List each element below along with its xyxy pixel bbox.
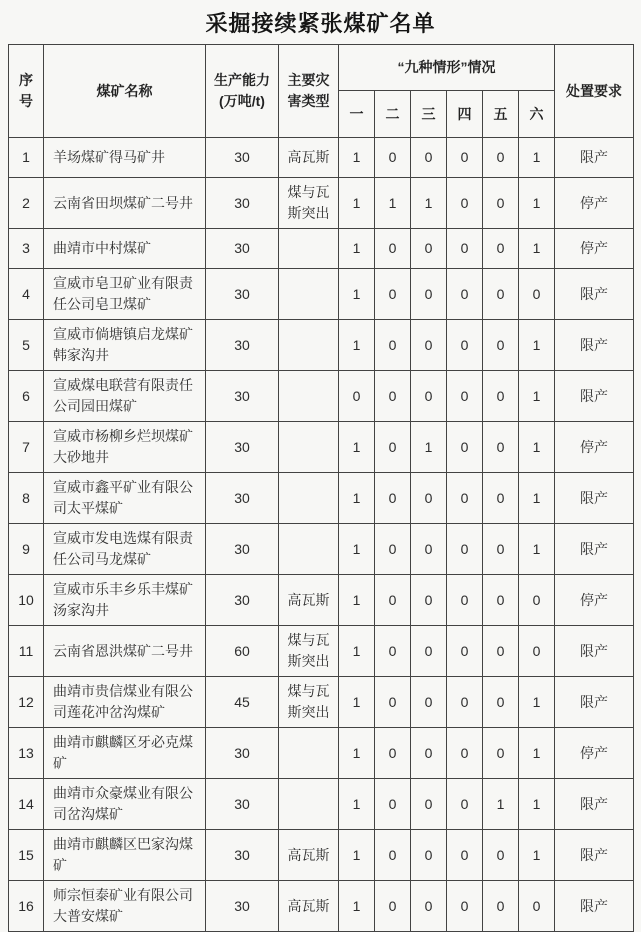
situation-value-cell: 0 bbox=[411, 881, 447, 932]
mine-name-cell: 宣威市鑫平矿业有限公司太平煤矿 bbox=[44, 473, 206, 524]
disposal-cell: 限产 bbox=[555, 138, 634, 178]
disaster-type-cell bbox=[279, 728, 339, 779]
situation-value-cell: 0 bbox=[483, 830, 519, 881]
disposal-cell: 停产 bbox=[555, 422, 634, 473]
situation-value-cell: 0 bbox=[375, 229, 411, 269]
disposal-cell: 停产 bbox=[555, 575, 634, 626]
header-situation-6: 六 bbox=[519, 91, 555, 138]
row-number-cell: 16 bbox=[9, 881, 44, 932]
header-mine-name: 煤矿名称 bbox=[44, 45, 206, 138]
table-row bbox=[9, 178, 634, 229]
situation-value-cell: 0 bbox=[483, 524, 519, 575]
disposal-cell: 停产 bbox=[555, 178, 634, 229]
table-row bbox=[9, 626, 634, 677]
disaster-type-cell bbox=[279, 229, 339, 269]
situation-value-cell: 0 bbox=[411, 677, 447, 728]
mine-name-cell: 宣威市杨柳乡烂坝煤矿大砂地井 bbox=[44, 422, 206, 473]
header-index: 序号 bbox=[9, 45, 44, 138]
situation-value-cell: 0 bbox=[519, 626, 555, 677]
situation-value-cell: 0 bbox=[483, 269, 519, 320]
disaster-type-cell bbox=[279, 779, 339, 830]
disposal-cell: 限产 bbox=[555, 779, 634, 830]
table-row bbox=[9, 473, 634, 524]
situation-value-cell: 1 bbox=[339, 575, 375, 626]
situation-value-cell: 1 bbox=[339, 138, 375, 178]
disaster-type-cell: 高瓦斯 bbox=[279, 138, 339, 178]
row-number-cell: 13 bbox=[9, 728, 44, 779]
mine-name-cell: 曲靖市麒麟区巴家沟煤矿 bbox=[44, 830, 206, 881]
table-body bbox=[9, 138, 634, 932]
situation-value-cell: 0 bbox=[375, 779, 411, 830]
situation-value-cell: 0 bbox=[375, 422, 411, 473]
table-row bbox=[9, 371, 634, 422]
row-number-cell: 9 bbox=[9, 524, 44, 575]
situation-value-cell: 1 bbox=[339, 178, 375, 229]
capacity-cell: 30 bbox=[206, 138, 279, 178]
mine-name-cell: 师宗恒泰矿业有限公司大普安煤矿 bbox=[44, 881, 206, 932]
situation-value-cell: 1 bbox=[519, 524, 555, 575]
disaster-type-cell bbox=[279, 422, 339, 473]
situation-value-cell: 1 bbox=[519, 473, 555, 524]
header-situation-2: 二 bbox=[375, 91, 411, 138]
capacity-cell: 30 bbox=[206, 320, 279, 371]
table-row bbox=[9, 779, 634, 830]
situation-value-cell: 0 bbox=[375, 626, 411, 677]
mine-name-cell: 宣威市发电选煤有限责任公司马龙煤矿 bbox=[44, 524, 206, 575]
situation-value-cell: 0 bbox=[411, 779, 447, 830]
situation-value-cell: 1 bbox=[339, 422, 375, 473]
situation-value-cell: 0 bbox=[411, 626, 447, 677]
disaster-type-cell: 煤与瓦斯突出 bbox=[279, 178, 339, 229]
situation-value-cell: 0 bbox=[411, 575, 447, 626]
capacity-cell: 30 bbox=[206, 575, 279, 626]
header-situation-4: 四 bbox=[447, 91, 483, 138]
situation-value-cell: 0 bbox=[519, 575, 555, 626]
situation-value-cell: 0 bbox=[519, 269, 555, 320]
coal-mine-table bbox=[8, 44, 634, 932]
situation-value-cell: 0 bbox=[411, 371, 447, 422]
mine-name-cell: 曲靖市麒麟区牙必克煤矿 bbox=[44, 728, 206, 779]
situation-value-cell: 0 bbox=[483, 575, 519, 626]
situation-value-cell: 0 bbox=[375, 830, 411, 881]
situation-value-cell: 0 bbox=[483, 626, 519, 677]
disposal-cell: 限产 bbox=[555, 371, 634, 422]
capacity-cell: 30 bbox=[206, 473, 279, 524]
row-number-cell: 12 bbox=[9, 677, 44, 728]
situation-value-cell: 0 bbox=[411, 320, 447, 371]
situation-value-cell: 0 bbox=[411, 473, 447, 524]
situation-value-cell: 0 bbox=[483, 422, 519, 473]
situation-value-cell: 0 bbox=[483, 320, 519, 371]
table-row bbox=[9, 229, 634, 269]
disposal-cell: 限产 bbox=[555, 473, 634, 524]
situation-value-cell: 1 bbox=[519, 138, 555, 178]
situation-value-cell: 0 bbox=[375, 881, 411, 932]
header-capacity: 生产能力(万吨/t) bbox=[206, 45, 279, 138]
header-situation-3: 三 bbox=[411, 91, 447, 138]
situation-value-cell: 1 bbox=[519, 371, 555, 422]
situation-value-cell: 0 bbox=[483, 371, 519, 422]
capacity-cell: 30 bbox=[206, 371, 279, 422]
disposal-cell: 限产 bbox=[555, 677, 634, 728]
row-number-cell: 5 bbox=[9, 320, 44, 371]
situation-value-cell: 1 bbox=[339, 320, 375, 371]
situation-value-cell: 0 bbox=[483, 881, 519, 932]
situation-value-cell: 0 bbox=[339, 371, 375, 422]
mine-name-cell: 宣威市乐丰乡乐丰煤矿汤家沟井 bbox=[44, 575, 206, 626]
situation-value-cell: 0 bbox=[447, 881, 483, 932]
table-row bbox=[9, 320, 634, 371]
situation-value-cell: 0 bbox=[411, 524, 447, 575]
capacity-cell: 60 bbox=[206, 626, 279, 677]
table-row bbox=[9, 677, 634, 728]
mine-name-cell: 云南省恩洪煤矿二号井 bbox=[44, 626, 206, 677]
situation-value-cell: 0 bbox=[447, 779, 483, 830]
situation-value-cell: 0 bbox=[447, 320, 483, 371]
table-row bbox=[9, 524, 634, 575]
situation-value-cell: 0 bbox=[483, 728, 519, 779]
row-number-cell: 10 bbox=[9, 575, 44, 626]
situation-value-cell: 1 bbox=[339, 229, 375, 269]
table-row bbox=[9, 830, 634, 881]
mine-name-cell: 曲靖市众豪煤业有限公司岔沟煤矿 bbox=[44, 779, 206, 830]
situation-value-cell: 1 bbox=[339, 524, 375, 575]
situation-value-cell: 1 bbox=[519, 830, 555, 881]
header-nine-situations: “九种情形”情况 bbox=[339, 45, 555, 91]
disaster-type-cell bbox=[279, 320, 339, 371]
capacity-cell: 30 bbox=[206, 779, 279, 830]
header-situation-5: 五 bbox=[483, 91, 519, 138]
header-disposal: 处置要求 bbox=[555, 45, 634, 138]
situation-value-cell: 0 bbox=[447, 677, 483, 728]
table-header bbox=[9, 45, 634, 138]
mine-name-cell: 曲靖市贵信煤业有限公司莲花冲岔沟煤矿 bbox=[44, 677, 206, 728]
disaster-type-cell bbox=[279, 473, 339, 524]
disaster-type-cell bbox=[279, 269, 339, 320]
page-title: 采掘接续紧张煤矿名单 bbox=[205, 11, 436, 36]
situation-value-cell: 0 bbox=[375, 473, 411, 524]
mine-name-cell: 宣威市皂卫矿业有限责任公司皂卫煤矿 bbox=[44, 269, 206, 320]
situation-value-cell: 0 bbox=[375, 524, 411, 575]
disaster-type-cell: 高瓦斯 bbox=[279, 881, 339, 932]
row-number-cell: 11 bbox=[9, 626, 44, 677]
situation-value-cell: 1 bbox=[339, 269, 375, 320]
capacity-cell: 30 bbox=[206, 422, 279, 473]
situation-value-cell: 0 bbox=[411, 229, 447, 269]
situation-value-cell: 0 bbox=[447, 524, 483, 575]
situation-value-cell: 0 bbox=[447, 728, 483, 779]
disposal-cell: 限产 bbox=[555, 830, 634, 881]
situation-value-cell: 0 bbox=[483, 138, 519, 178]
situation-value-cell: 0 bbox=[447, 178, 483, 229]
situation-value-cell: 1 bbox=[339, 881, 375, 932]
situation-value-cell: 0 bbox=[375, 371, 411, 422]
capacity-cell: 30 bbox=[206, 178, 279, 229]
situation-value-cell: 0 bbox=[375, 728, 411, 779]
disaster-type-cell bbox=[279, 371, 339, 422]
situation-value-cell: 0 bbox=[483, 473, 519, 524]
situation-value-cell: 0 bbox=[411, 138, 447, 178]
capacity-cell: 30 bbox=[206, 830, 279, 881]
disaster-type-cell: 高瓦斯 bbox=[279, 575, 339, 626]
situation-value-cell: 1 bbox=[519, 229, 555, 269]
situation-value-cell: 0 bbox=[375, 269, 411, 320]
disposal-cell: 限产 bbox=[555, 524, 634, 575]
situation-value-cell: 1 bbox=[339, 830, 375, 881]
mine-name-cell: 羊场煤矿得马矿井 bbox=[44, 138, 206, 178]
situation-value-cell: 1 bbox=[411, 178, 447, 229]
capacity-cell: 30 bbox=[206, 728, 279, 779]
table-row bbox=[9, 728, 634, 779]
situation-value-cell: 0 bbox=[375, 575, 411, 626]
situation-value-cell: 1 bbox=[339, 473, 375, 524]
disaster-type-cell: 煤与瓦斯突出 bbox=[279, 626, 339, 677]
row-number-cell: 15 bbox=[9, 830, 44, 881]
table-row bbox=[9, 575, 634, 626]
situation-value-cell: 0 bbox=[411, 728, 447, 779]
row-number-cell: 14 bbox=[9, 779, 44, 830]
mine-name-cell: 云南省田坝煤矿二号井 bbox=[44, 178, 206, 229]
situation-value-cell: 0 bbox=[447, 830, 483, 881]
capacity-cell: 30 bbox=[206, 269, 279, 320]
situation-value-cell: 1 bbox=[519, 728, 555, 779]
mine-name-cell: 宣威市倘塘镇启龙煤矿韩家沟井 bbox=[44, 320, 206, 371]
situation-value-cell: 0 bbox=[411, 830, 447, 881]
situation-value-cell: 0 bbox=[447, 473, 483, 524]
disposal-cell: 限产 bbox=[555, 269, 634, 320]
row-number-cell: 3 bbox=[9, 229, 44, 269]
situation-value-cell: 1 bbox=[375, 178, 411, 229]
situation-value-cell: 1 bbox=[411, 422, 447, 473]
row-number-cell: 4 bbox=[9, 269, 44, 320]
capacity-cell: 45 bbox=[206, 677, 279, 728]
header-situation-1: 一 bbox=[339, 91, 375, 138]
situation-value-cell: 1 bbox=[339, 779, 375, 830]
capacity-cell: 30 bbox=[206, 524, 279, 575]
disposal-cell: 限产 bbox=[555, 626, 634, 677]
situation-value-cell: 0 bbox=[411, 269, 447, 320]
mine-name-cell: 曲靖市中村煤矿 bbox=[44, 229, 206, 269]
disposal-cell: 限产 bbox=[555, 320, 634, 371]
situation-value-cell: 0 bbox=[375, 138, 411, 178]
situation-value-cell: 0 bbox=[483, 229, 519, 269]
situation-value-cell: 0 bbox=[519, 881, 555, 932]
situation-value-cell: 1 bbox=[339, 626, 375, 677]
situation-value-cell: 0 bbox=[447, 371, 483, 422]
situation-value-cell: 0 bbox=[483, 677, 519, 728]
header-row-top bbox=[9, 45, 634, 91]
situation-value-cell: 0 bbox=[375, 320, 411, 371]
row-number-cell: 7 bbox=[9, 422, 44, 473]
row-number-cell: 1 bbox=[9, 138, 44, 178]
disaster-type-cell: 煤与瓦斯突出 bbox=[279, 677, 339, 728]
situation-value-cell: 0 bbox=[375, 677, 411, 728]
disaster-type-cell bbox=[279, 524, 339, 575]
situation-value-cell: 0 bbox=[447, 269, 483, 320]
disaster-type-cell: 高瓦斯 bbox=[279, 830, 339, 881]
situation-value-cell: 0 bbox=[447, 229, 483, 269]
situation-value-cell: 0 bbox=[447, 422, 483, 473]
capacity-cell: 30 bbox=[206, 229, 279, 269]
row-number-cell: 2 bbox=[9, 178, 44, 229]
situation-value-cell: 0 bbox=[447, 626, 483, 677]
table-row bbox=[9, 138, 634, 178]
situation-value-cell: 1 bbox=[519, 422, 555, 473]
situation-value-cell: 1 bbox=[519, 178, 555, 229]
situation-value-cell: 1 bbox=[339, 677, 375, 728]
situation-value-cell: 1 bbox=[339, 728, 375, 779]
mine-name-cell: 宣威煤电联营有限责任公司园田煤矿 bbox=[44, 371, 206, 422]
situation-value-cell: 0 bbox=[483, 178, 519, 229]
situation-value-cell: 1 bbox=[519, 677, 555, 728]
table-row bbox=[9, 269, 634, 320]
table-row bbox=[9, 881, 634, 932]
row-number-cell: 8 bbox=[9, 473, 44, 524]
header-disaster-type: 主要灾害类型 bbox=[279, 45, 339, 138]
situation-value-cell: 1 bbox=[483, 779, 519, 830]
table-row bbox=[9, 422, 634, 473]
situation-value-cell: 1 bbox=[519, 779, 555, 830]
situation-value-cell: 1 bbox=[519, 320, 555, 371]
disposal-cell: 停产 bbox=[555, 229, 634, 269]
disposal-cell: 停产 bbox=[555, 728, 634, 779]
row-number-cell: 6 bbox=[9, 371, 44, 422]
disposal-cell: 限产 bbox=[555, 881, 634, 932]
situation-value-cell: 0 bbox=[447, 575, 483, 626]
capacity-cell: 30 bbox=[206, 881, 279, 932]
situation-value-cell: 0 bbox=[447, 138, 483, 178]
